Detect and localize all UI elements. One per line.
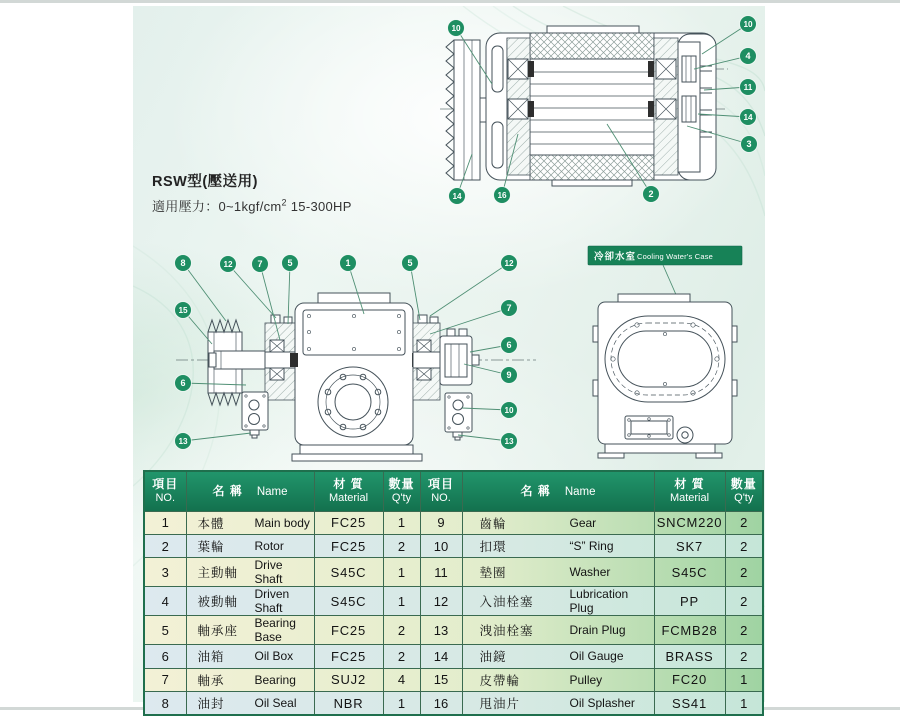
callout-number: 5 bbox=[407, 258, 413, 269]
callout-number: 5 bbox=[287, 258, 293, 269]
callout-number: 2 bbox=[648, 189, 654, 200]
cooling-case-drawing bbox=[588, 246, 742, 458]
callout-number: 13 bbox=[178, 437, 188, 447]
part-name-zh: 葉輪 bbox=[197, 540, 225, 555]
parts-row bbox=[144, 511, 763, 534]
header-material-en: Material bbox=[328, 491, 369, 504]
part-qty: 2 bbox=[725, 645, 763, 668]
callout-number: 14 bbox=[743, 113, 753, 123]
part-name-en: Drive Shaft bbox=[254, 558, 283, 587]
header-qty-zh: 數量 bbox=[730, 476, 757, 491]
callout-leader-line bbox=[183, 433, 251, 441]
part-name-zh: 甩油片 bbox=[479, 697, 521, 711]
header-material-zh: 材 質 bbox=[674, 476, 705, 491]
cooling-label-zh: 冷卻水室 bbox=[594, 251, 637, 263]
callout-number: 12 bbox=[223, 260, 233, 270]
callout-number: 16 bbox=[497, 191, 507, 201]
callout-number: 14 bbox=[452, 192, 462, 202]
header-name-right bbox=[462, 471, 654, 511]
parts-row bbox=[144, 534, 763, 557]
part-name-zh: 軸承座 bbox=[197, 624, 239, 639]
part-material: FCMB28 bbox=[654, 616, 725, 645]
part-qty: 1 bbox=[383, 511, 420, 534]
pressure-superscript: 2 bbox=[281, 197, 287, 208]
callout-number: 7 bbox=[506, 303, 512, 314]
part-name-en: Rotor bbox=[254, 539, 284, 554]
part-no: 6 bbox=[144, 645, 186, 668]
header-qty-left bbox=[383, 471, 420, 511]
header-material-left bbox=[314, 471, 383, 511]
header-no-zh: 項目 bbox=[152, 476, 179, 491]
part-name-en: Bearing Base bbox=[254, 616, 296, 645]
part-name-en: Washer bbox=[569, 565, 611, 580]
part-no: 9 bbox=[420, 511, 462, 534]
callout-leader-line bbox=[430, 308, 509, 334]
parts-row bbox=[144, 692, 763, 715]
header-material-right bbox=[654, 471, 725, 511]
header-qty-en: Q'ty bbox=[391, 491, 412, 504]
header-no-zh: 項目 bbox=[427, 476, 454, 491]
part-name-en: Gear bbox=[569, 515, 597, 530]
part-qty: 4 bbox=[383, 668, 420, 691]
model-title: RSW型(壓送用) bbox=[152, 174, 258, 190]
part-no: 16 bbox=[420, 692, 462, 715]
part-name-zh: 油封 bbox=[197, 697, 225, 711]
pressure-hp-range: 15-300HP bbox=[286, 199, 352, 214]
part-name bbox=[186, 616, 314, 645]
part-name bbox=[462, 692, 654, 715]
part-name-wrap bbox=[187, 587, 314, 615]
part-name-wrap bbox=[463, 694, 654, 712]
callout-number: 9 bbox=[506, 370, 512, 381]
part-no: 15 bbox=[420, 668, 462, 691]
part-name-zh: 齒輪 bbox=[479, 516, 507, 531]
callout-number: 12 bbox=[504, 259, 514, 269]
part-name bbox=[186, 511, 314, 534]
callout-number: 4 bbox=[745, 51, 751, 62]
part-material: FC25 bbox=[314, 511, 383, 534]
part-qty: 2 bbox=[725, 534, 763, 557]
part-name bbox=[462, 668, 654, 691]
part-name-wrap bbox=[463, 671, 654, 689]
part-name-en: Oil Seal bbox=[254, 696, 297, 710]
cooling-label-en: Cooling Water's Case bbox=[637, 252, 714, 261]
part-name-zh: 油鏡 bbox=[479, 650, 507, 665]
part-qty: 1 bbox=[725, 668, 763, 691]
part-qty: 2 bbox=[383, 645, 420, 668]
parts-row bbox=[144, 616, 763, 645]
part-qty: 2 bbox=[725, 558, 763, 587]
part-no: 14 bbox=[420, 645, 462, 668]
parts-row bbox=[144, 587, 763, 616]
part-name-en: Drain Plug bbox=[569, 623, 626, 638]
part-name-wrap bbox=[463, 587, 654, 615]
parts-row bbox=[144, 558, 763, 587]
model-pressure bbox=[152, 196, 352, 215]
part-name-en: Oil Splasher bbox=[569, 696, 635, 710]
front-view-diagram bbox=[168, 252, 543, 466]
callout-number: 10 bbox=[451, 24, 461, 34]
callout-number: 11 bbox=[743, 83, 753, 93]
parts-table bbox=[143, 470, 764, 716]
part-no: 4 bbox=[144, 587, 186, 616]
part-name-en: Pulley bbox=[569, 672, 603, 687]
part-name bbox=[186, 587, 314, 616]
header-no-en: NO. bbox=[431, 491, 451, 504]
part-name-wrap bbox=[463, 537, 654, 555]
part-name-zh: 被動軸 bbox=[197, 595, 239, 610]
callout-number: 15 bbox=[178, 306, 188, 316]
part-name-wrap bbox=[187, 647, 314, 665]
part-name bbox=[186, 692, 314, 715]
part-material: S45C bbox=[654, 558, 725, 587]
part-qty: 2 bbox=[383, 534, 420, 557]
part-material: FC20 bbox=[654, 668, 725, 691]
part-name-zh: 入油栓塞 bbox=[479, 595, 534, 610]
part-name-wrap bbox=[463, 647, 654, 665]
header-name-zh: 名 稱 bbox=[212, 484, 243, 499]
callout-leader-line bbox=[228, 264, 276, 318]
part-name bbox=[462, 534, 654, 557]
part-name bbox=[186, 558, 314, 587]
header-material-zh: 材 質 bbox=[333, 476, 364, 491]
part-name-wrap bbox=[463, 514, 654, 532]
part-material: S45C bbox=[314, 587, 383, 616]
part-name-wrap bbox=[463, 621, 654, 639]
callout-number: 7 bbox=[257, 259, 263, 270]
part-name-zh: 皮帶輪 bbox=[479, 673, 521, 688]
callout-number: 6 bbox=[180, 378, 186, 389]
header-name-en: Name bbox=[564, 486, 596, 499]
header-qty-right bbox=[725, 471, 763, 511]
part-material: SS41 bbox=[654, 692, 725, 715]
header-name-en: Name bbox=[256, 486, 288, 499]
part-no: 8 bbox=[144, 692, 186, 715]
part-material: SK7 bbox=[654, 534, 725, 557]
header-qty-zh: 數量 bbox=[388, 476, 415, 491]
part-material: FC25 bbox=[314, 534, 383, 557]
part-name-en: Lubrication Plug bbox=[569, 587, 629, 616]
callout-number: 3 bbox=[746, 139, 752, 150]
header-no-en: NO. bbox=[155, 491, 176, 504]
part-material: FC25 bbox=[314, 645, 383, 668]
pressure-text: 適用壓力：0~1kgf/cm bbox=[152, 199, 282, 214]
header-no-left bbox=[144, 471, 186, 511]
callout-number: 13 bbox=[504, 437, 514, 447]
part-qty: 2 bbox=[725, 616, 763, 645]
part-name-zh: 扣環 bbox=[479, 540, 507, 555]
part-name-zh: 主動軸 bbox=[197, 566, 239, 581]
part-no: 1 bbox=[144, 511, 186, 534]
part-name bbox=[186, 645, 314, 668]
part-name-wrap bbox=[187, 537, 314, 555]
part-qty: 1 bbox=[383, 692, 420, 715]
part-no: 13 bbox=[420, 616, 462, 645]
part-name bbox=[462, 558, 654, 587]
part-name bbox=[186, 534, 314, 557]
page-top-border bbox=[0, 0, 900, 3]
cooling-case-diagram bbox=[585, 242, 765, 468]
callout-leader-line bbox=[288, 263, 290, 324]
blower-section-drawing bbox=[440, 26, 728, 186]
catalog-card bbox=[133, 6, 765, 711]
header-qty-en: Q'ty bbox=[734, 491, 754, 504]
part-name-en: Oil Box bbox=[254, 649, 294, 664]
part-material: PP bbox=[654, 587, 725, 616]
parts-row bbox=[144, 645, 763, 668]
header-name-zh: 名 稱 bbox=[520, 484, 551, 499]
part-name-wrap bbox=[187, 514, 314, 532]
header-material-en: Material bbox=[669, 491, 710, 504]
part-name-zh: 洩油栓塞 bbox=[479, 624, 534, 639]
part-no: 2 bbox=[144, 534, 186, 557]
parts-row bbox=[144, 668, 763, 691]
part-name-en: “S” Ring bbox=[569, 539, 614, 554]
header-name-left bbox=[186, 471, 314, 511]
part-no: 3 bbox=[144, 558, 186, 587]
part-name-en: Bearing bbox=[254, 672, 296, 687]
part-name bbox=[462, 645, 654, 668]
part-material: BRASS bbox=[654, 645, 725, 668]
part-qty: 2 bbox=[725, 587, 763, 616]
part-name-zh: 軸承 bbox=[197, 673, 225, 688]
part-no: 10 bbox=[420, 534, 462, 557]
part-no: 5 bbox=[144, 616, 186, 645]
part-name-zh: 墊圈 bbox=[479, 566, 507, 581]
callout-leader-line bbox=[430, 263, 512, 316]
part-name-en: Main body bbox=[254, 515, 310, 530]
part-material: S45C bbox=[314, 558, 383, 587]
part-name-en: Driven Shaft bbox=[254, 587, 290, 616]
part-name-zh: 本體 bbox=[197, 516, 225, 531]
part-qty: 1 bbox=[725, 692, 763, 715]
callout-number: 1 bbox=[345, 258, 351, 269]
part-name-wrap bbox=[187, 671, 314, 689]
part-name-wrap bbox=[187, 558, 314, 586]
part-qty: 2 bbox=[383, 616, 420, 645]
part-material: FC25 bbox=[314, 616, 383, 645]
model-info bbox=[152, 170, 352, 215]
part-material: NBR bbox=[314, 692, 383, 715]
part-no: 11 bbox=[420, 558, 462, 587]
part-name-zh: 油箱 bbox=[197, 650, 225, 665]
table-header-row bbox=[144, 471, 763, 511]
header-no-right bbox=[420, 471, 462, 511]
part-name bbox=[186, 668, 314, 691]
part-qty: 1 bbox=[383, 587, 420, 616]
callout-number: 6 bbox=[506, 340, 512, 351]
part-name-wrap bbox=[463, 563, 654, 581]
part-material: SNCM220 bbox=[654, 511, 725, 534]
part-name bbox=[462, 616, 654, 645]
part-name bbox=[462, 587, 654, 616]
part-name-en: Oil Gauge bbox=[569, 649, 624, 664]
part-qty: 1 bbox=[383, 558, 420, 587]
part-no: 7 bbox=[144, 668, 186, 691]
part-material: SUJ2 bbox=[314, 668, 383, 691]
part-name-wrap bbox=[187, 616, 314, 644]
callout-number: 10 bbox=[504, 406, 514, 416]
part-no: 12 bbox=[420, 587, 462, 616]
callout-number: 10 bbox=[743, 20, 753, 30]
part-qty: 2 bbox=[725, 511, 763, 534]
callout-number: 8 bbox=[180, 258, 186, 269]
cross-section-diagram bbox=[432, 14, 765, 214]
part-name bbox=[462, 511, 654, 534]
part-name-wrap bbox=[187, 694, 314, 712]
